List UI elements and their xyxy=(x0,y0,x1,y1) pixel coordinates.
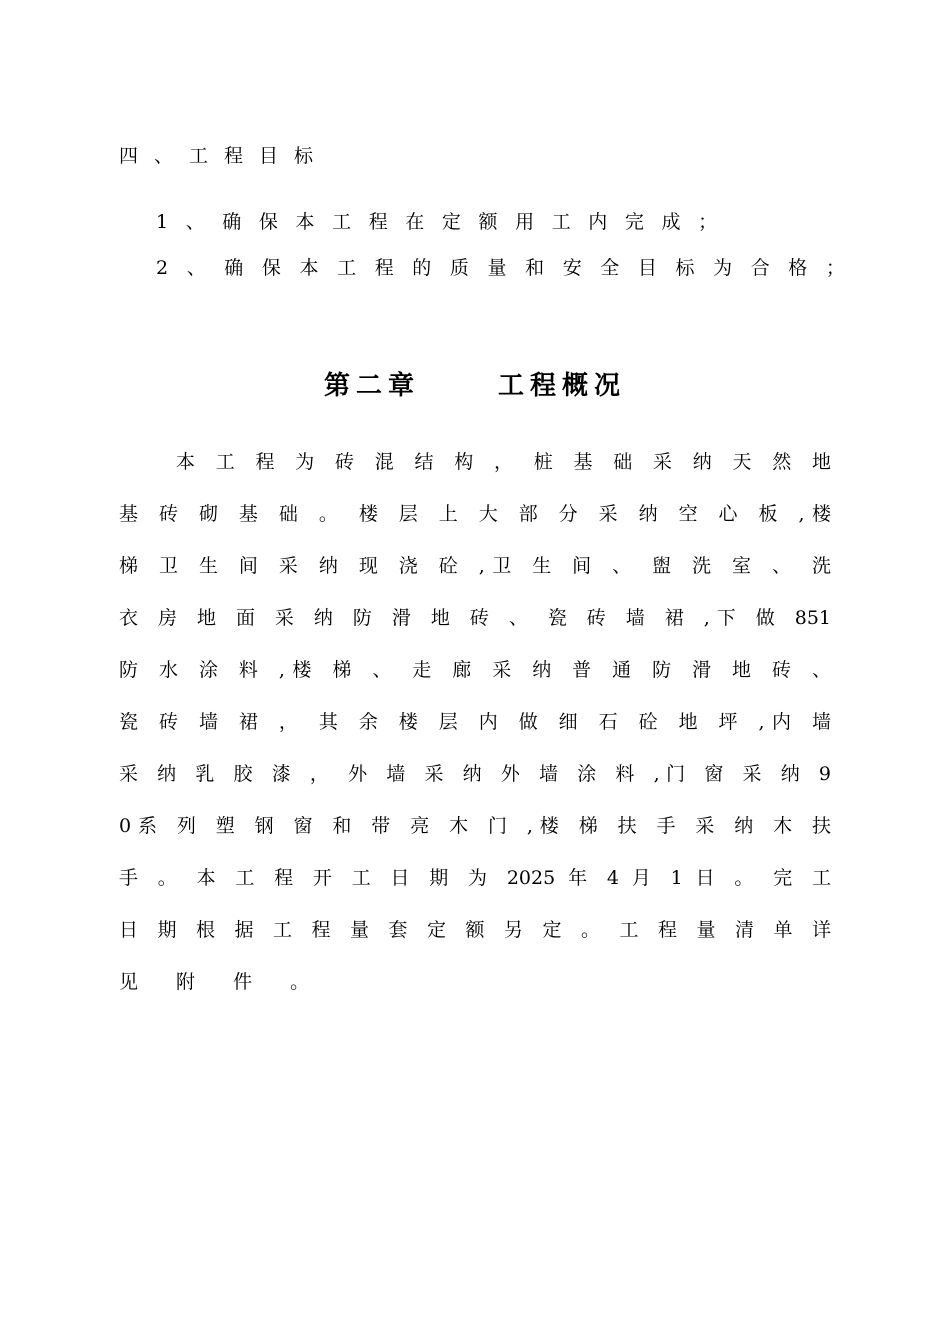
overview-line: 日 期 根 据 工 程 量 套 定 额 另 定 。 工 程 量 清 单 详 xyxy=(119,919,831,941)
section-heading: 四、工程目标 xyxy=(119,145,330,167)
overview-line: 梯 卫 生 间 采 纳 现 浇 砼 ,卫 生 间 、 盥 洗 室 、 洗 xyxy=(119,555,831,577)
overview-line: 手 。 本 工 程 开 工 日 期 为 2025 年 4 月 1 日 。 完 工 xyxy=(119,867,831,889)
overview-line: 本 工 程 为 砖 混 结 构 ， 桩 基 础 采 纳 天 然 地 xyxy=(176,451,831,473)
chapter-number: 第二章 xyxy=(323,371,420,401)
overview-line: 瓷 砖 墙 裙 ， 其 余 楼 层 内 做 细 石 砼 地 坪 ,内 墙 xyxy=(119,711,831,733)
overview-line: 衣 房 地 面 采 纳 防 滑 地 砖 、 瓷 砖 墙 裙 ,下 做 851 xyxy=(119,607,831,629)
overview-line: 基 砖 砌 基 础 。 楼 层 上 大 部 分 采 纳 空 心 板 ,楼 xyxy=(119,503,831,525)
overview-line: 见 附 件 。 xyxy=(119,971,326,993)
chapter-name: 工程概况 xyxy=(498,371,627,401)
goal-item-1: 1、确保本工程在定额用工内完成； xyxy=(156,211,735,233)
overview-line: 采 纳 乳 胶 漆 ， 外 墙 采 纳 外 墙 涂 料 ,门 窗 采 纳 9 xyxy=(119,763,831,785)
overview-line: 0系 列 塑 钢 窗 和 带 亮 木 门 ,楼 梯 扶 手 采 纳 木 扶 xyxy=(119,815,831,837)
chapter-title xyxy=(0,370,950,402)
goal-item-2: 2、确保本工程的质量和安全目标为合格； xyxy=(156,257,864,279)
overview-line: 防 水 涂 料 ,楼 梯 、 走 廊 采 纳 普 通 防 滑 地 砖 、 xyxy=(119,659,831,681)
